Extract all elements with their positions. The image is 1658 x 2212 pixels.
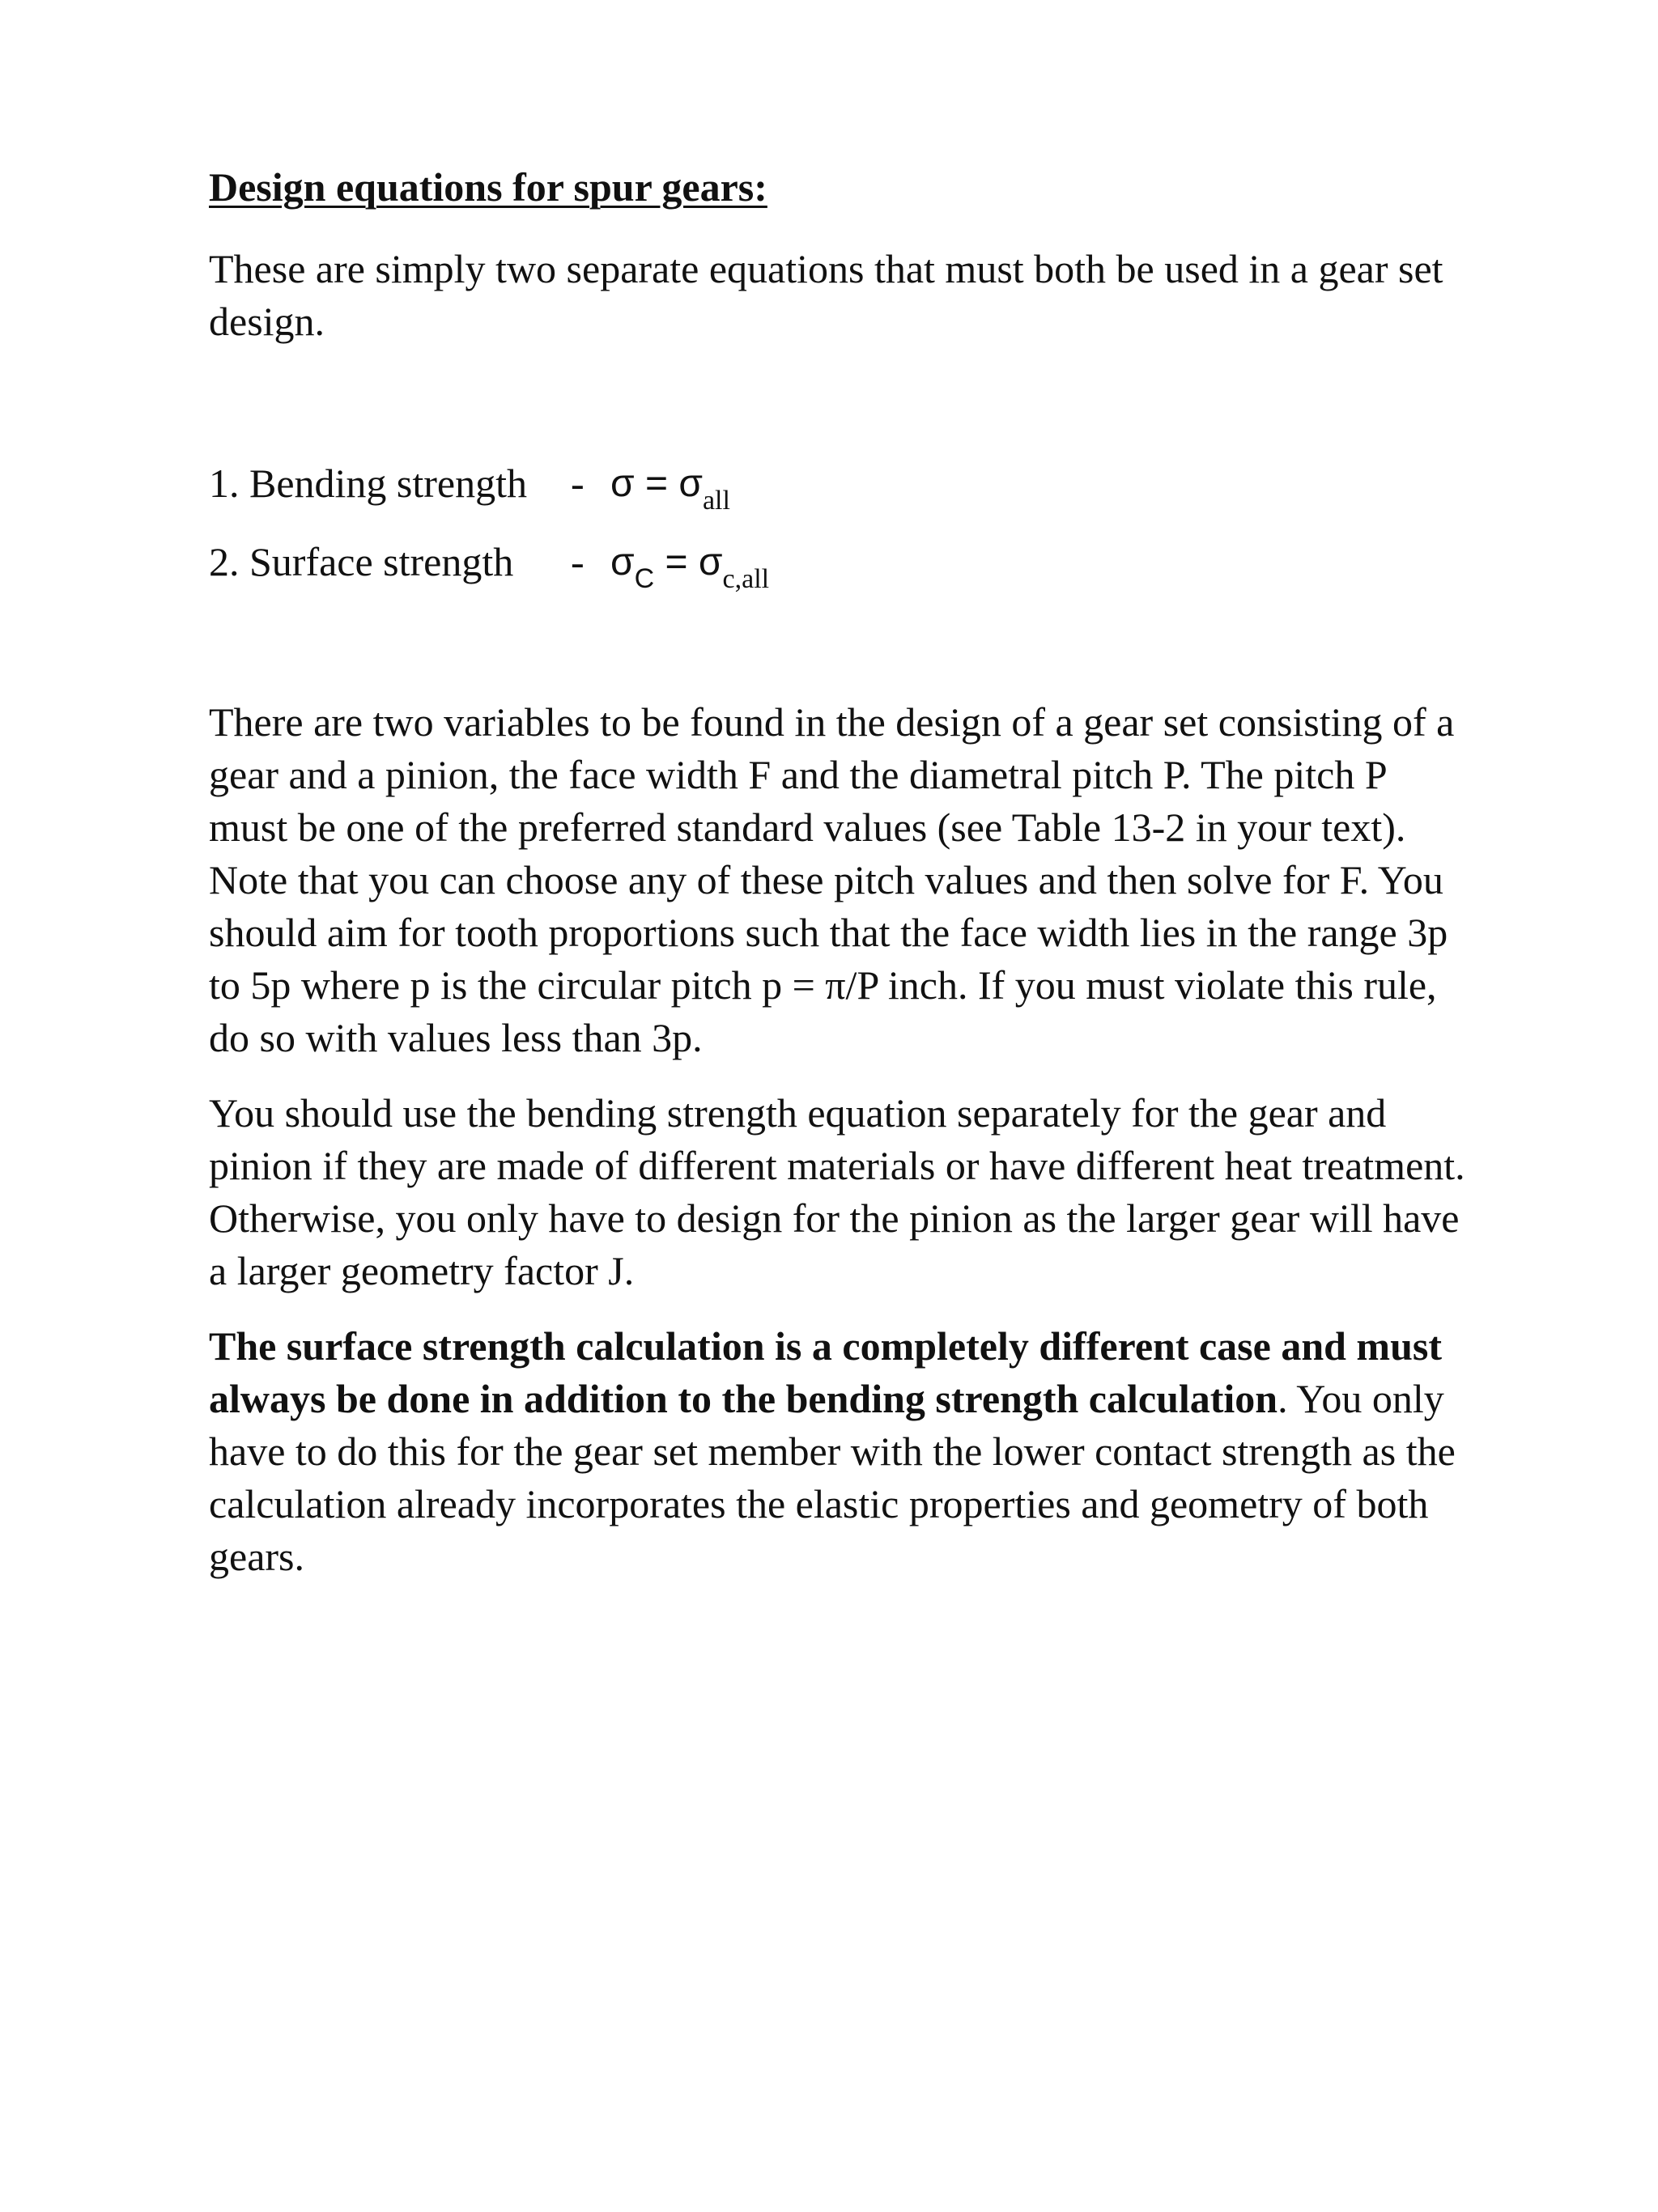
surface-paragraph — [209, 1320, 1472, 1583]
equation-list — [209, 457, 1472, 594]
equation-dash: - — [571, 539, 585, 584]
sigma-symbol: σ — [698, 541, 723, 584]
surface-paragraph-bold: The surface strength calculation is a completely different case and must always be done in addition to the bending strength calculation — [209, 1323, 1442, 1421]
equation-formula — [610, 457, 730, 514]
subscript-c: C — [634, 563, 655, 594]
equation-dash: - — [571, 461, 585, 506]
document-title: Design equations for spur gears: — [209, 164, 767, 210]
sigma-symbol: σ — [610, 462, 635, 505]
equation-label: 2. Surface strength — [209, 539, 514, 584]
equation-bending-strength — [209, 457, 1472, 516]
subscript-c-all: c,all — [722, 564, 770, 594]
surface-paragraph-rest: . You only have to do this for the gear set member with the lower contact strength as the calculation already incorporates the elastic properties and geometry of both gears. — [209, 1376, 1456, 1579]
sigma-symbol: σ — [610, 541, 635, 584]
equation-surface-strength — [209, 536, 1472, 594]
equals-sign: = — [644, 462, 668, 505]
subscript-all: all — [702, 486, 730, 516]
intro-paragraph: These are simply two separate equations that must both be used in a gear set design. — [209, 246, 1443, 344]
bending-paragraph: You should use the bending strength equation separately for the gear and pinion if they are made of different materials or have different heat treatment. Otherwise, you only have to design for the pinion as the larger gear will have a larger geometry factor J. — [209, 1090, 1465, 1293]
equation-label: 1. Bending strength — [209, 461, 528, 506]
equals-sign: = — [665, 541, 688, 584]
sigma-symbol: σ — [678, 462, 703, 505]
variables-paragraph: There are two variables to be found in the design of a gear set consisting of a gear and a pinion, the face width F and the diametral pitch P. The pitch P must be one of the preferred standard values (see Table 13-2 in your text). Note that you can choose any of these pitch values and then solve for F. You should aim for tooth proportions such that the face width lies in the range 3p to 5p where p is the circular pitch p = π/P inch. If you must violate this rule, do so with values less than 3p. — [209, 699, 1455, 1060]
equation-formula — [610, 536, 769, 592]
document-content — [209, 159, 1472, 1583]
